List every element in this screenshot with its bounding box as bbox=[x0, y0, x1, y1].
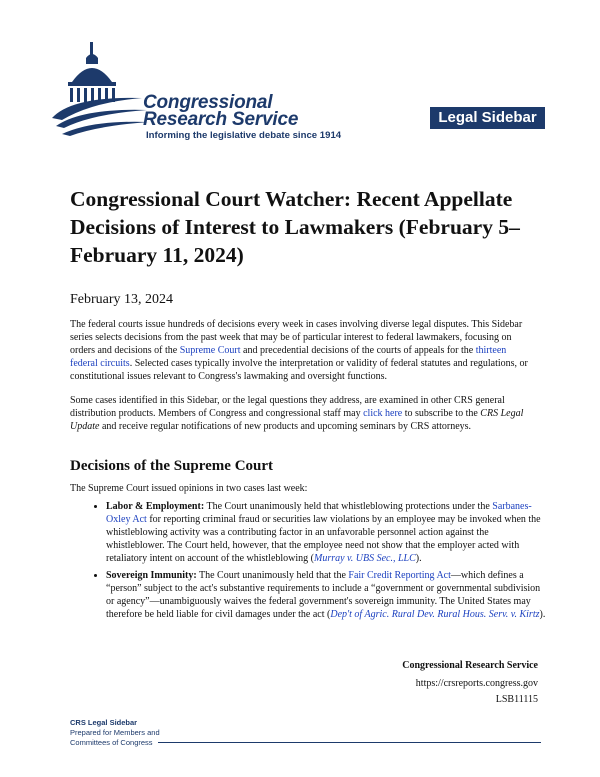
decision-text-b: —which defines a “person” subject to the act's substantive requirements to include a “government or governmental subdivision or agency”—unambiguously waives the federal government's sovereign immunity. The United States may therefore be held liable for civil damages under the act ( bbox=[106, 570, 541, 620]
federal-circuits-link[interactable]: thirteen federal circuits bbox=[70, 345, 507, 369]
decision-category: Sovereign Immunity: bbox=[106, 570, 197, 581]
footer-prepared-line2: Committees of Congress bbox=[70, 738, 153, 747]
intro-p1-text-b: and precedential decisions of the courts of appeals for the bbox=[240, 345, 476, 356]
case-name: Murray v. UBS Sec., LLC bbox=[314, 553, 416, 564]
org-name-line2: Research Service bbox=[143, 109, 299, 130]
subscribe-link[interactable]: click here bbox=[363, 408, 403, 419]
org-name-line1: Congressional bbox=[143, 92, 273, 113]
decisions-list bbox=[88, 500, 546, 625]
list-item bbox=[106, 569, 546, 621]
decision-category: Labor & Employment: bbox=[106, 501, 205, 512]
case-link-murray[interactable] bbox=[314, 553, 416, 564]
intro-p2-text-c: and receive regular notifications of new products and upcoming seminars by CRS attorneys. bbox=[99, 421, 472, 432]
intro-p1-text-c: . Selected cases typically involve the interpretation or validity of federal statutes and regulations, or constitutional issues relevant to Congress's lawmaking and oversight functions. bbox=[70, 358, 528, 382]
intro-paragraph-2 bbox=[70, 394, 536, 433]
crs-legal-update-title: CRS Legal Update bbox=[70, 408, 524, 432]
case-link-kirtz[interactable] bbox=[330, 609, 539, 620]
footer-prepared-line1: Prepared for Members and bbox=[70, 728, 160, 737]
decision-text-b: for reporting criminal fraud or securities law violations by an employee may be invoked when the whistleblowing activity was a contributing factor in an unfavorable personnel action against the whistleblower. The Court held, however, that the employee need not show that the employer acted with retaliatory intent on account of the whistleblowing ( bbox=[106, 514, 541, 564]
sarbanes-oxley-link[interactable]: Sarbanes-Oxley Act bbox=[106, 501, 532, 525]
publication-date: February 13, 2024 bbox=[70, 292, 174, 307]
supreme-court-link[interactable]: Supreme Court bbox=[179, 345, 241, 356]
fcra-link[interactable]: Fair Credit Reporting Act bbox=[348, 570, 451, 581]
section-heading: Decisions of the Supreme Court bbox=[70, 458, 274, 474]
decision-text-c: ). bbox=[415, 553, 422, 564]
decision-text-c: ). bbox=[539, 609, 546, 620]
intro-paragraph-1 bbox=[70, 318, 536, 383]
footer-url[interactable]: https://crsreports.congress.gov bbox=[415, 678, 538, 689]
case-name: Dep't of Agric. Rural Dev. Rural Hous. Serv. v. Kirtz bbox=[330, 609, 540, 620]
document-title: Congressional Court Watcher: Recent Appellate Decisions of Interest to Lawmakers (February 5–February 11, 2024) bbox=[70, 187, 520, 267]
decision-text-a: The Court unanimously held that whistleblowing protections under the bbox=[204, 501, 493, 512]
legal-sidebar-badge: Legal Sidebar bbox=[430, 107, 545, 129]
decision-text-a: The Court unanimously held that the bbox=[196, 570, 349, 581]
footer-report-id: LSB11115 bbox=[495, 694, 538, 705]
intro-p2-text-a: Some cases identified in this Sidebar, or the legal questions they address, are examined in other CRS general distribution products. Members of Congress and congressional staff may bbox=[70, 395, 505, 419]
footer-series-title: CRS Legal Sidebar bbox=[70, 718, 138, 727]
footer-org: Congressional Research Service bbox=[402, 660, 538, 671]
intro-p1-text-a: The federal courts issue hundreds of decisions every week in cases involving diverse legal disputes. This Sidebar series selects decisions from the past week that may be of particular interest to federal lawmakers, focusing on orders and decisions of the bbox=[70, 319, 523, 356]
intro-p2-text-b: to subscribe to the bbox=[402, 408, 481, 419]
section-lead: The Supreme Court issued opinions in two cases last week: bbox=[70, 483, 308, 494]
footer-divider bbox=[158, 742, 541, 743]
org-tagline: Informing the legislative debate since 1914 bbox=[146, 130, 342, 141]
list-item bbox=[106, 500, 546, 565]
org-name bbox=[143, 94, 298, 128]
